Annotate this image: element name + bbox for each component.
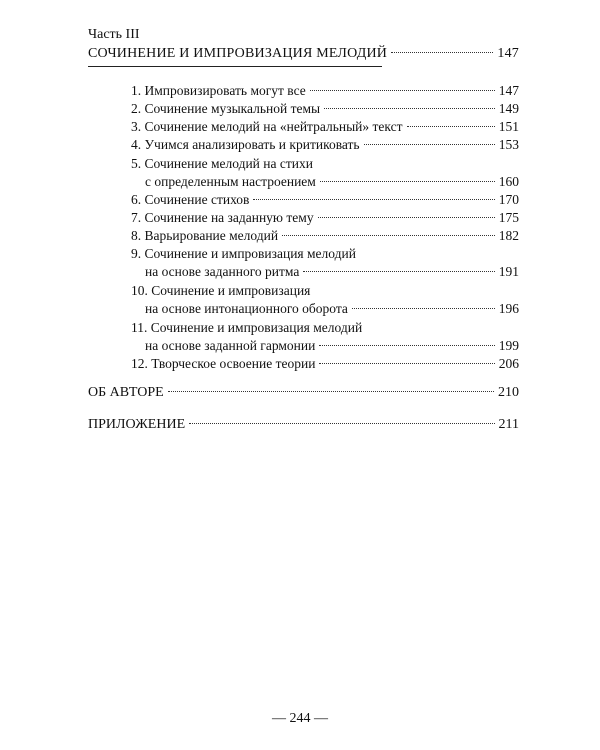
toc-entry-5: [145, 173, 519, 191]
leader-dots: [391, 52, 493, 53]
leader-dots: [319, 363, 494, 364]
title-underline: [88, 66, 382, 67]
toc-entry-1: [131, 82, 519, 100]
toc-entry-4: [131, 136, 519, 154]
entry-page: 196: [498, 301, 519, 316]
toc-entry-8: [131, 227, 519, 245]
leader-dots: [253, 199, 494, 200]
entry-page: 199: [498, 338, 519, 353]
entry-title: 3. Сочинение мелодий на «нейтральный» текст: [131, 119, 403, 134]
entry-continuation: на основе интонационного оборота: [145, 301, 348, 316]
entry-page: 160: [498, 174, 519, 189]
leader-dots: [324, 108, 495, 109]
part-title: СОЧИНЕНИЕ И ИМПРОВИЗАЦИЯ МЕЛОДИЙ: [88, 46, 388, 61]
appendix-page: 211: [498, 417, 519, 432]
leader-dots: [168, 391, 494, 392]
toc-entry-11-title: 11. Сочинение и импровизация мелодий: [131, 320, 363, 335]
entry-page: 175: [498, 210, 519, 225]
leader-dots: [189, 423, 494, 424]
leader-dots: [407, 126, 495, 127]
toc-entry-12: [131, 355, 519, 373]
leader-dots: [303, 271, 494, 272]
leader-dots: [320, 181, 495, 182]
about-title: ОБ АВТОРЕ: [88, 385, 164, 400]
entry-page: 170: [498, 192, 519, 207]
toc-entry-6: [131, 191, 519, 209]
leader-dots: [318, 217, 495, 218]
entry-title: 8. Варьирование мелодий: [131, 228, 279, 243]
entry-page: 191: [498, 264, 519, 279]
entry-page: 149: [498, 101, 519, 116]
part-page: 147: [497, 46, 519, 61]
toc-about-row: [88, 384, 519, 402]
toc-entry-10: [145, 300, 519, 318]
entry-page: 147: [498, 83, 519, 98]
entry-title: 7. Сочинение на заданную тему: [131, 210, 314, 225]
entry-page: 151: [498, 119, 519, 134]
part-label: Часть III: [88, 27, 140, 42]
entry-page: 153: [498, 137, 519, 152]
entry-page: 206: [498, 356, 519, 371]
toc-appendix-row: [88, 416, 519, 434]
appendix-title: ПРИЛОЖЕНИЕ: [88, 417, 186, 432]
leader-dots: [364, 144, 495, 145]
leader-dots: [319, 345, 494, 346]
toc-entry-3: [131, 118, 519, 136]
leader-dots: [310, 90, 495, 91]
toc-entry-5-title: 5. Сочинение мелодий на стихи: [131, 156, 313, 171]
leader-dots: [352, 308, 495, 309]
entry-continuation: на основе заданной гармонии: [145, 338, 316, 353]
entry-title: 4. Учимся анализировать и критиковать: [131, 137, 360, 152]
entry-continuation: на основе заданного ритма: [145, 264, 300, 279]
toc-entry-9-title: 9. Сочинение и импровизация мелодий: [131, 246, 356, 261]
page-number: — 244 —: [272, 711, 328, 726]
toc-entry-10-title: 10. Сочинение и импровизация: [131, 283, 311, 298]
toc-entry-11: [145, 337, 519, 355]
part-title-row: [88, 45, 519, 63]
entry-title: 6. Сочинение стихов: [131, 192, 250, 207]
entry-title: 1. Импровизировать могут все: [131, 83, 306, 98]
toc-entry-2: [131, 100, 519, 118]
toc-entry-9: [145, 263, 519, 281]
entry-title: 12. Творческое освоение теории: [131, 356, 316, 371]
entry-title: 2. Сочинение музыкальной темы: [131, 101, 321, 116]
entry-continuation: с определенным настроением: [145, 174, 316, 189]
toc-entry-7: [131, 209, 519, 227]
leader-dots: [282, 235, 495, 236]
about-page: 210: [498, 385, 519, 400]
entry-page: 182: [498, 228, 519, 243]
